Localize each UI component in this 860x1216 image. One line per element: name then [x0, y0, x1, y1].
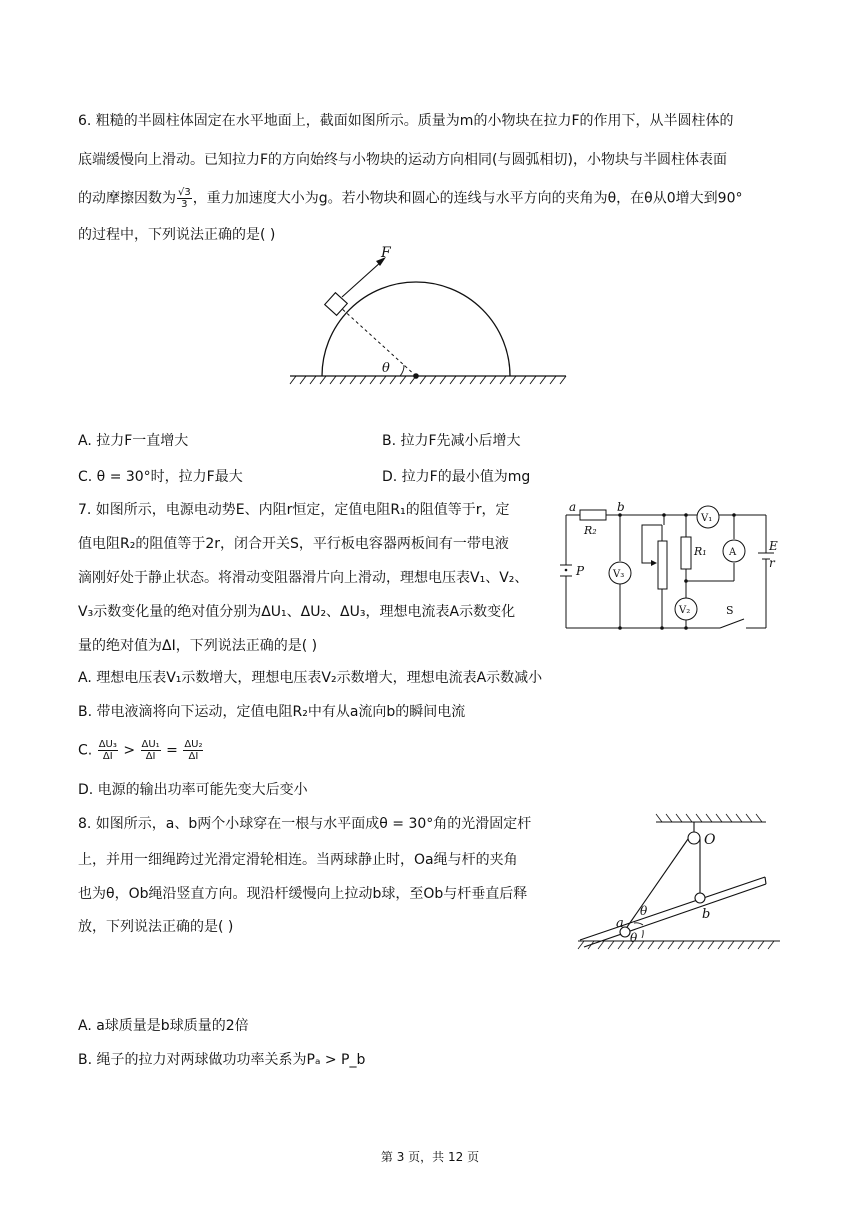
q7-op-2: =	[166, 742, 178, 759]
q7-frac-2-den: ΔI	[145, 751, 156, 762]
q7-node-b: b	[617, 500, 625, 514]
q6-friction-fraction	[177, 187, 192, 210]
q6-frac-den: 3	[181, 199, 188, 210]
q7-emf-label: E	[769, 539, 778, 553]
q6-stem-line-2: 底端缓慢向上滑动。已知拉力F的方向始终与小物块的运动方向相同(与圆弧相切)，小物块与半圆柱体表面	[78, 152, 727, 168]
q8-pulley-label: O	[704, 832, 716, 848]
q8-theta-upper: θ	[640, 904, 648, 918]
q6-option-b: B. 拉力F先减小后增大	[382, 433, 521, 449]
q7-circuit-figure	[560, 497, 785, 637]
q7-frac-3-num: ΔU₂	[184, 739, 203, 750]
q7-node-a: a	[569, 500, 577, 514]
q7-v2-label: V₂	[679, 605, 691, 616]
q7-frac-1-den: ΔI	[102, 751, 113, 762]
q7-resistance-label: r	[769, 556, 775, 570]
q7-stem-line-5: 量的绝对值为ΔI，下列说法正确的是( )	[78, 638, 318, 654]
q8-stem-line-3: 也为θ，Ob绳沿竖直方向。现沿杆缓慢向上拉动b球，至Ob与杆垂直后释	[78, 886, 528, 902]
q7-switch-label: S	[726, 604, 734, 617]
q6-stem-line-1: 6. 粗糙的半圆柱体固定在水平地面上，截面如图所示。质量为m的小物块在拉力F的作用下，从半圆柱体的	[78, 113, 734, 129]
q6-stem-line-3	[78, 187, 742, 210]
q7-stem-line-4: V₃示数变化量的绝对值分别为ΔU₁、ΔU₂、ΔU₃，理想电流表A示数变化	[78, 604, 516, 620]
q6-option-c: C. θ = 30°时，拉力F最大	[78, 469, 243, 485]
q6-option-a: A. 拉力F一直增大	[78, 433, 189, 449]
q6-option-d: D. 拉力F的最小值为mg	[382, 469, 531, 485]
q7-v3-label: V₃	[613, 569, 625, 580]
q7-stem-line-3: 滴刚好处于静止状态。将滑动变阻器滑片向上滑动，理想电压表V₁、V₂、	[78, 570, 529, 586]
q8-ball-a-label: a	[616, 916, 624, 931]
q8-stem-line-2: 上，并用一细绳跨过光滑定滑轮相连。当两球静止时，Oa绳与杆的夹角	[78, 852, 518, 868]
q7-v1-label: V₁	[701, 513, 713, 524]
q7-frac-3	[183, 739, 203, 762]
q7-frac-3-den: ΔI	[188, 751, 199, 762]
q8-theta-lower: θ	[630, 931, 638, 945]
q7-capacitor-label: P	[576, 564, 585, 578]
q7-op-1: >	[123, 742, 136, 759]
q8-rod-pulley-figure	[570, 812, 785, 952]
q7-option-b: B. 带电液滴将向下运动，定值电阻R₂中有从a流向b的瞬间电流	[78, 704, 466, 720]
q8-ball-b-label: b	[702, 907, 711, 922]
q6-frac-num: √3	[178, 187, 191, 198]
q7-option-c	[78, 739, 204, 762]
q7-stem-line-1: 7. 如图所示，电源电动势E、内阻r恒定，定值电阻R₁的阻值等于r，定	[78, 502, 510, 518]
q7-stem-line-2: 值电阻R₂的阻值等于2r，闭合开关S，平行板电容器两板间有一带电液	[78, 536, 509, 552]
page-footer: 第 3 页，共 12 页	[380, 1150, 480, 1164]
q7-option-c-prefix: C.	[78, 742, 93, 759]
q6-angle-label: θ	[382, 361, 390, 376]
q8-option-a: A. a球质量是b球质量的2倍	[78, 1018, 249, 1034]
q7-frac-1	[98, 739, 118, 762]
q6-stem-line-3b: ，重力加速度大小为g。若小物块和圆心的连线与水平方向的夹角为θ，在θ从0增大到90°	[192, 190, 743, 207]
q7-frac-2	[141, 739, 161, 762]
q8-stem-line-4: 放，下列说法正确的是( )	[78, 919, 234, 935]
q7-option-d: D. 电源的输出功率可能先变大后变小	[78, 782, 308, 798]
q7-r2-label: R₂	[584, 524, 597, 537]
q8-option-b: B. 绳子的拉力对两球做功功率关系为Pₐ > P_b	[78, 1052, 366, 1068]
q6-stem-line-4: 的过程中，下列说法正确的是( )	[78, 227, 276, 243]
q6-semicircle-figure	[290, 245, 570, 385]
q6-stem-line-3a: 的动摩擦因数为	[78, 190, 176, 207]
q7-option-a: A. 理想电压表V₁示数增大，理想电压表V₂示数增大，理想电流表A示数减小	[78, 670, 543, 686]
q7-r1-label: R₁	[694, 545, 707, 558]
q7-ammeter-label: A	[729, 547, 737, 558]
q8-stem-line-1: 8. 如图所示，a、b两个小球穿在一根与水平面成θ = 30°角的光滑固定杆	[78, 816, 532, 832]
q7-frac-1-num: ΔU₃	[98, 739, 117, 750]
q7-frac-2-num: ΔU₁	[141, 739, 160, 750]
q6-force-label: F	[381, 245, 391, 261]
